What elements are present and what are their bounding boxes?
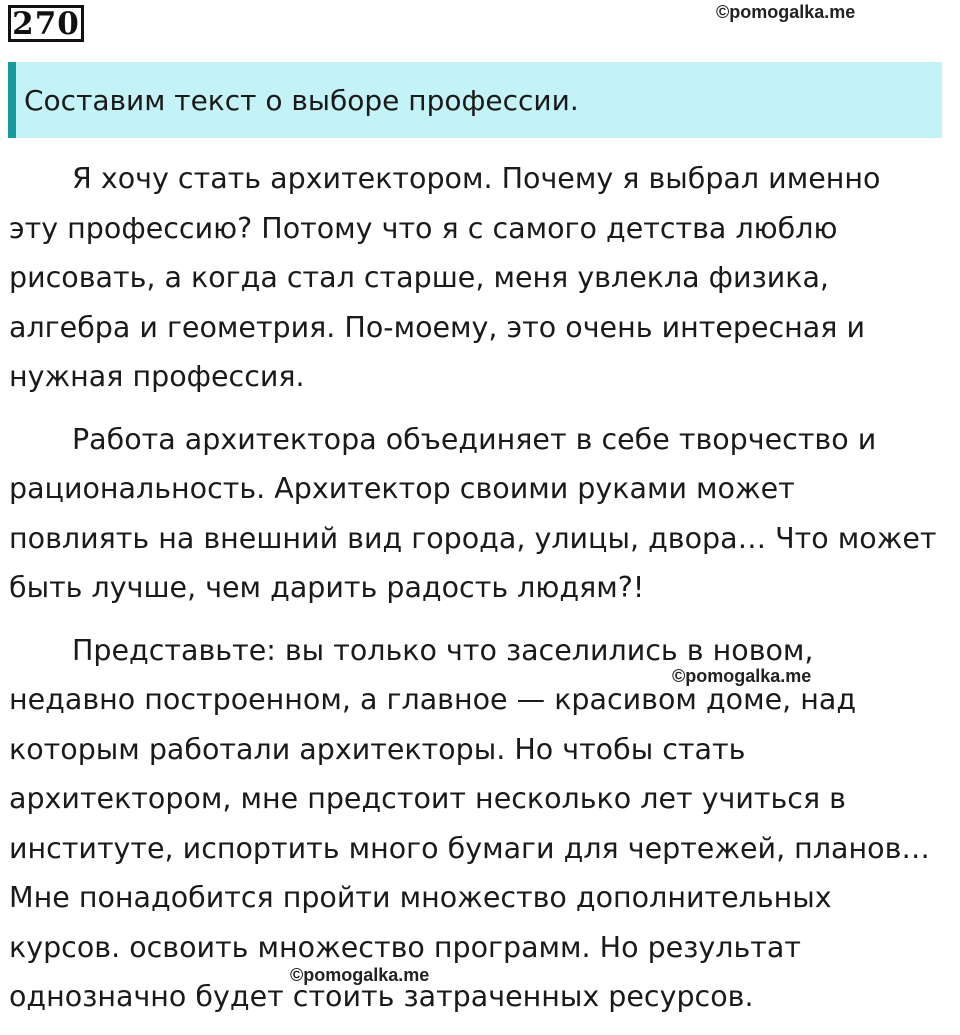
text-line: Мне понадобится пройти множество дополнительных bbox=[9, 881, 832, 914]
text-line: недавно построенном, а главное — красивом доме, над bbox=[9, 683, 857, 716]
exercise-number: 270 bbox=[8, 5, 84, 42]
paragraph-3 bbox=[9, 626, 954, 1022]
text-line: которым работали архитекторы. Но чтобы стать bbox=[9, 732, 746, 766]
paragraph-2 bbox=[9, 415, 954, 613]
text-line: рисовать, а когда стал старше, меня увлекла физика, bbox=[9, 261, 829, 294]
text-line: эту профессию? Потому что я с самого детства люблю bbox=[9, 211, 838, 245]
text-line: рациональность. Архитектор своими руками может bbox=[9, 472, 795, 505]
task-banner bbox=[8, 62, 942, 138]
task-instruction: Составим текст о выборе профессии. bbox=[24, 83, 579, 117]
paragraph-1 bbox=[9, 154, 954, 402]
text-line: повлиять на внешний вид города, улицы, двора… Что может bbox=[9, 521, 937, 555]
text-line: институте, испортить много бумаги для чертежей, планов… bbox=[9, 831, 930, 865]
text-line: Представьте: вы только что заселились в новом, bbox=[72, 633, 814, 667]
text-line: курсов. освоить множество программ. Но результат bbox=[9, 930, 801, 964]
watermark-top: ©pomogalka.me bbox=[716, 2, 856, 22]
text-line: нужная профессия. bbox=[9, 360, 305, 393]
text-line: алгебра и геометрия. По-моему, это очень интересная и bbox=[9, 310, 865, 344]
text-line: Работа архитектора объединяет в себе творчество и bbox=[72, 422, 877, 456]
text-line: архитектором, мне предстоит несколько лет учиться в bbox=[9, 782, 846, 815]
essay-text bbox=[9, 154, 954, 1035]
watermark-bottom: ©pomogalka.me bbox=[290, 965, 430, 985]
task-banner-accent bbox=[8, 62, 16, 138]
text-line: Я хочу стать архитектором. Почему я выбрал именно bbox=[72, 162, 881, 195]
watermark-middle: ©pomogalka.me bbox=[672, 666, 812, 686]
text-line: быть лучше, чем дарить радость людям?! bbox=[9, 571, 645, 604]
text-line: однозначно будет стоить затраченных ресурсов. bbox=[9, 980, 754, 1013]
